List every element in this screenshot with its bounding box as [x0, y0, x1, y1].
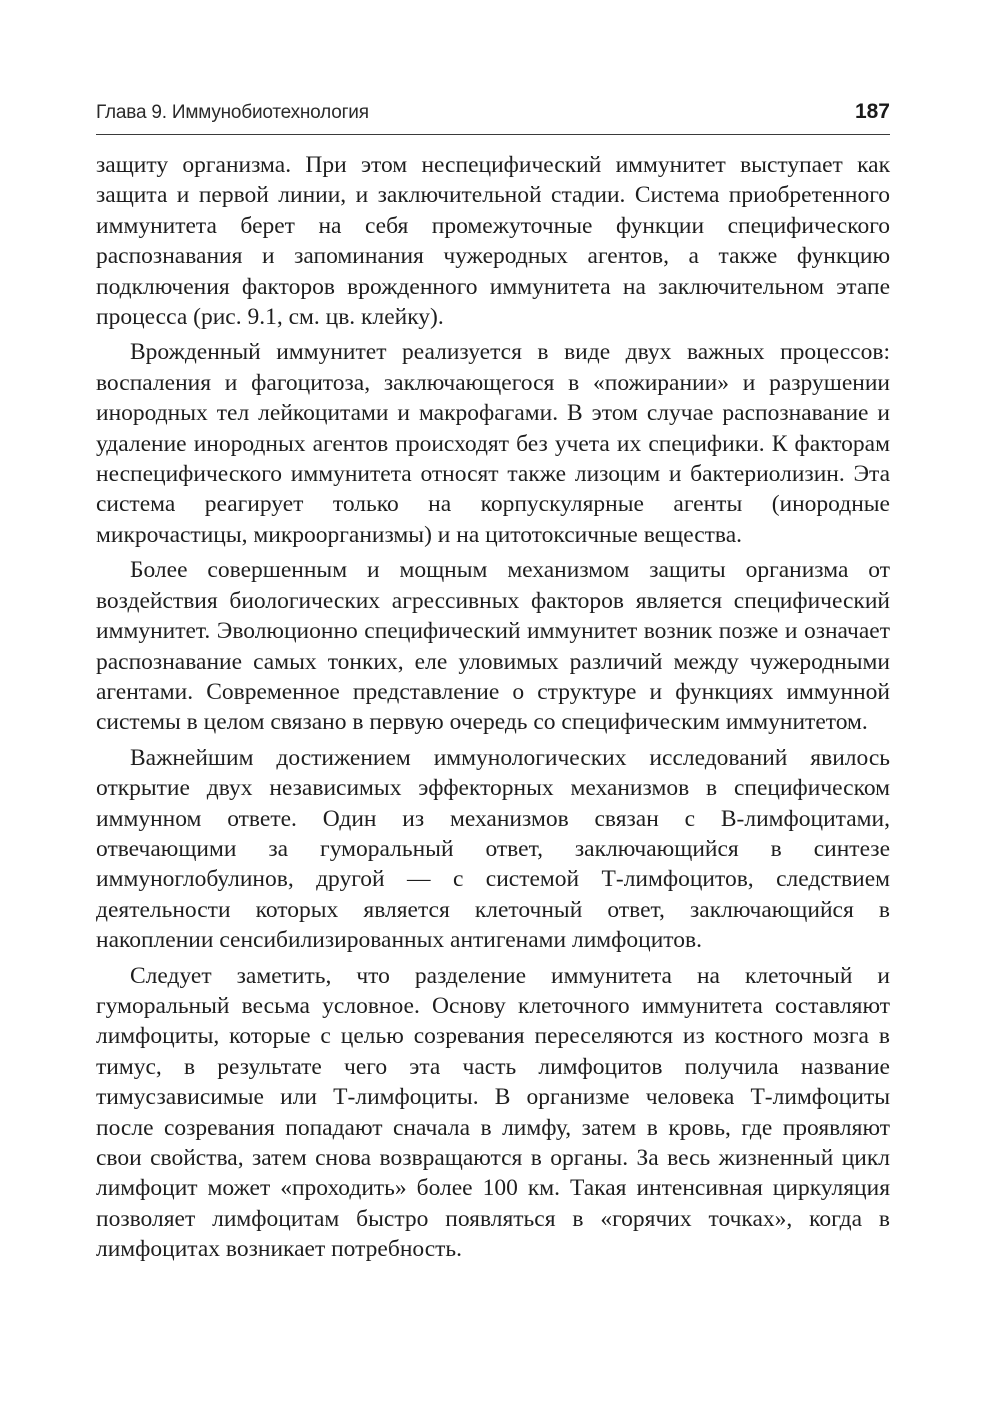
- paragraph-specific-immunity: Более совершенным и мощным механизмом защиты организма от воздействия биологических агрессивных факторов является специфический иммунитет. Эволюционно специфический иммунитет возник позже и означает распознавание самых тонких, еле уловимых различий между чужеродными агентами. Современное представление о структуре и функциях иммунной системы в целом связано в первую очередь со специфическим иммунитетом.: [96, 557, 890, 736]
- running-header: [96, 100, 890, 134]
- page-number: 187: [854, 100, 890, 123]
- paragraph-innate-immunity: Врожденный иммунитет реализуется в виде двух важных процессов: воспаления и фагоцитоза, заключающегося в «пожирании» и разрушении инородных тел лейкоцитами и макрофагами. В этом случае распознавание и удаление инородных агентов происходят без учета их специфики. К факторам неспецифического иммунитета относят также лизоцим и бактериолизин. Эта система реагирует только на корпускулярные агенты (инородные микрочастицы, микроорганизмы) и на цитотоксичные вещества.: [96, 339, 890, 548]
- chapter-running-title: Глава 9. Иммунобиотехнология: [96, 102, 369, 123]
- paragraph-lymphocyte-circulation: Следует заметить, что разделение иммунитета на клеточный и гуморальный весьма условное. Основу клеточного иммунитета составляют лимфоциты, которые с целью созревания переселяются из костного мозга в тимус, в результате чего эта часть лимфоцитов получила название тимусзависимые или Т-лимфоциты. В организме человека Т-лимфоциты после созревания попадают сначала в лимфу, затем в кровь, где проявляют свои свойства, затем снова возвращаются в органы. За весь жизненный цикл лимфоцит может «проходить» более 100 км. Такая интенсивная циркуляция позволяет лимфоцитам быстро появляться в «горячих точках», когда в лимфоцитах возникает потребность.: [96, 962, 890, 1263]
- paragraph-effector-mechanisms: Важнейшим достижением иммунологических исследований явилось открытие двух независимых эффекторных механизмов в специфическом иммунном ответе. Один из механизмов связан с В-лимфоцитами, отвечающими за гуморальный ответ, заключающийся в синтезе иммуноглобулинов, другой — с системой Т-лимфоцитов, следствием деятельности которых является клеточный ответ, заключающийся в накоплении сенсибилизированных антигенами лимфоцитов.: [96, 744, 890, 954]
- body-text: [96, 150, 890, 1270]
- paragraph-continuation: защиту организма. При этом неспецифический иммунитет выступает как защита и первой линии, и заключительной стадии. Система приобретенного иммунитета берет на себя промежуточные функции специфического распознавания и запоминания чужеродных агентов, а также функцию подключения факторов врожденного иммунитета на заключительном этапе процесса (рис. 9.1, см. цв. клейку).: [96, 152, 890, 331]
- header-divider: [96, 134, 890, 135]
